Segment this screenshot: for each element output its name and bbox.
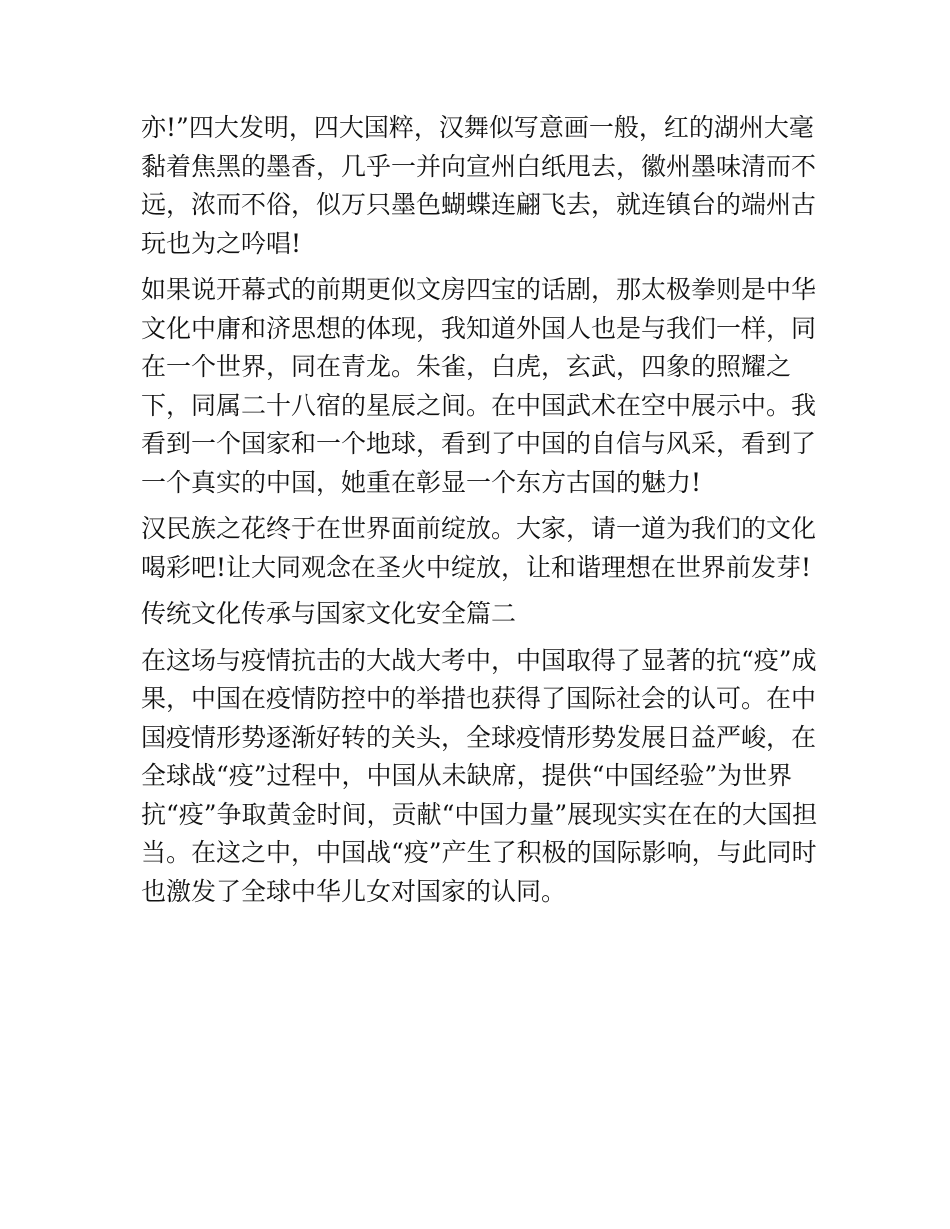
heading-line: 传统文化传承与国家文化安全篇二 xyxy=(141,599,517,628)
text-line: 当。在这之中，中国战“疫”产生了积极的国际影响，与此同时 xyxy=(141,838,817,867)
paragraph-gap xyxy=(141,502,821,510)
text-line: 下，同属二十八宿的星辰之间。在中国武术在空中展示中。我 xyxy=(141,390,817,420)
text-line: 远，浓而不俗，似万只墨色蝴蝶连翩飞去，就连镇台的端州古 xyxy=(141,190,817,219)
paragraph-taiji xyxy=(141,271,821,502)
text-line: 果，中国在疫情防控中的举措也获得了国际社会的认可。在中 xyxy=(141,684,817,713)
text-line: 国疫情形势逐渐好转的关头，全球疫情形势发展日益严峻，在 xyxy=(141,722,817,752)
paragraph-epidemic xyxy=(141,642,821,912)
section-heading xyxy=(141,595,821,634)
paragraph-gap xyxy=(141,634,821,642)
paragraph-gap xyxy=(141,263,821,271)
text-line: 亦!”四大发明，四大国粹，汉舞似写意画一般，红的湖州大毫 xyxy=(141,113,814,142)
text-line: 喝彩吧!让大同观念在圣火中绽放，让和谐理想在世界前发芽! xyxy=(141,552,812,582)
text-line: 如果说开幕式的前期更似文房四宝的话剧，那太极拳则是中华 xyxy=(141,275,817,304)
text-line: 全球战“疫”过程中，中国从未缺席，提供“中国经验”为世界 xyxy=(141,761,793,790)
text-line: 汉民族之花终于在世界面前绽放。大家，请一道为我们的文化 xyxy=(141,514,817,543)
paragraph-four-treasures xyxy=(141,109,821,263)
text-line: 黏着焦黑的墨香，几乎一并向宣州白纸甩去，徽州墨味清而不 xyxy=(141,151,817,181)
document-body xyxy=(141,109,821,911)
text-line: 文化中庸和济思想的体现，我知道外国人也是与我们一样，同 xyxy=(141,313,817,343)
paragraph-bloom xyxy=(141,510,821,587)
text-line: 在一个世界，同在青龙。朱雀，白虎，玄武，四象的照耀之 xyxy=(141,352,792,381)
text-line: 抗“疫”争取黄金时间，贡献“中国力量”展现实实在在的大国担 xyxy=(141,799,818,829)
text-line: 一个真实的中国，她重在彰显一个东方古国的魅力! xyxy=(141,467,702,497)
text-line: 也激发了全球中华儿女对国家的认同。 xyxy=(141,876,567,906)
paragraph-gap xyxy=(141,587,821,595)
text-line: 在这场与疫情抗击的大战大考中，中国取得了显著的抗“疫”成 xyxy=(141,645,817,675)
text-line: 看到一个国家和一个地球，看到了中国的自信与风采，看到了 xyxy=(141,429,817,458)
text-line: 玩也为之吟唱! xyxy=(141,228,302,258)
